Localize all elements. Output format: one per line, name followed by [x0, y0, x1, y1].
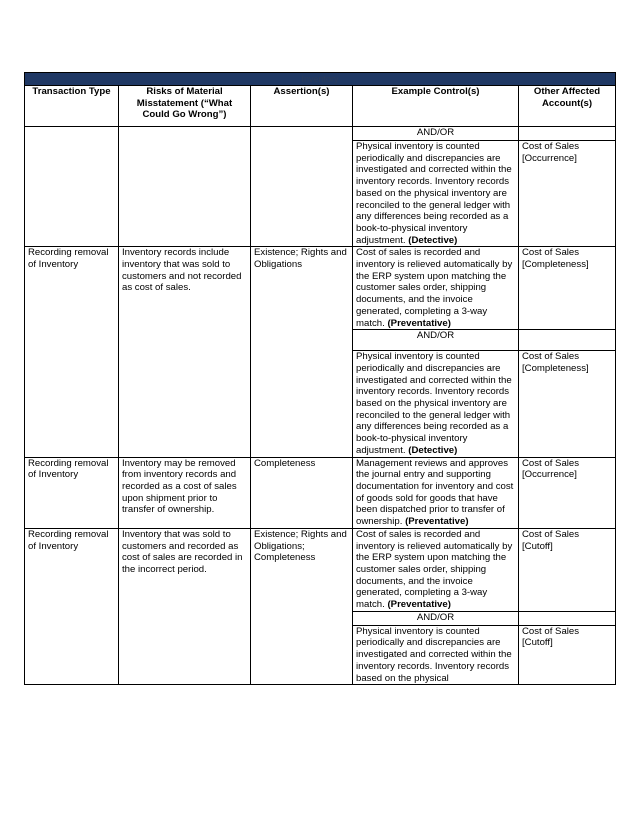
andor-label: AND/OR [353, 330, 519, 351]
andor-label: AND/OR [353, 127, 519, 141]
account-cell: Cost of Sales [Cutoff] [519, 528, 616, 611]
control-cell: Physical inventory is counted periodically and discrepancies are investigated and corrected within the inventory records. Inventory records based on the physical inventory are reconciled to the general ledger with any differences being recorded as a book-to-physical inventory adjustment. (Detective) [353, 351, 519, 457]
assertion-cell: Completeness [251, 457, 353, 528]
header-transaction-type: Transaction Type [25, 86, 119, 127]
table-row [25, 247, 616, 330]
transaction-cell: Recording removal of Inventory [25, 457, 119, 528]
transaction-cell: Recording removal of Inventory [25, 528, 119, 684]
andor-label: AND/OR [353, 611, 519, 625]
control-cell: Physical inventory is counted periodically and discrepancies are investigated and corrected within the inventory records. Inventory records based on the physical inventory are reconciled to the general ledger with any differences being recorded as a book-to-physical inventory adjustment. (Detective) [353, 141, 519, 247]
account-cell [519, 611, 616, 625]
account-cell [519, 330, 616, 351]
header-other-accounts: Other Affected Account(s) [519, 86, 616, 127]
control-cell: Cost of sales is recorded and inventory is relieved automatically by the ERP system upon matching the customer sales order, shipping documents, and the invoice generated, completing a 3-way match. (Preventative) [353, 247, 519, 330]
table-row [25, 528, 616, 611]
control-cell: Management reviews and approves the journal entry and supporting documentation for inventory and cost of goods sold for goods that have been dispatched prior to transfer of ownership. (Preventative) [353, 457, 519, 528]
account-cell: Cost of Sales [Cutoff] [519, 625, 616, 685]
assertion-cell: Existence; Rights and Obligations [251, 247, 353, 457]
account-cell: Cost of Sales [Occurrence] [519, 141, 616, 247]
control-cell: Cost of sales is recorded and inventory is relieved automatically by the ERP system upon matching the customer sales order, shipping documents, and the invoice generated, completing a 3-way match. (Preventative) [353, 528, 519, 611]
header-assertions: Assertion(s) [251, 86, 353, 127]
risk-cell: Inventory that was sold to customers and recorded as cost of sales are recorded in the incorrect period. [119, 528, 251, 684]
risk-cell [119, 127, 251, 247]
transaction-cell: Recording removal of Inventory [25, 247, 119, 457]
header-row [25, 86, 616, 127]
inventory-risk-table [24, 72, 616, 685]
assertion-cell: Existence; Rights and Obligations; Completeness [251, 528, 353, 684]
header-controls: Example Control(s) [353, 86, 519, 127]
assertion-cell [251, 127, 353, 247]
transaction-cell [25, 127, 119, 247]
account-cell: Cost of Sales [Completeness] [519, 247, 616, 330]
account-cell [519, 127, 616, 141]
header-risks: Risks of Material Misstatement (“What Could Go Wrong”) [119, 86, 251, 127]
table-row [25, 127, 616, 141]
table-row [25, 457, 616, 528]
table-title: Inventory [25, 73, 616, 86]
risk-cell: Inventory records include inventory that was sold to customers and not recorded as cost of sales. [119, 247, 251, 457]
control-cell: Physical inventory is counted periodically and discrepancies are investigated and corrected within the inventory records. Inventory records based on the physical [353, 625, 519, 685]
account-cell: Cost of Sales [Completeness] [519, 351, 616, 457]
table-title-row [25, 73, 616, 86]
account-cell: Cost of Sales [Occurrence] [519, 457, 616, 528]
risk-cell: Inventory may be removed from inventory records and recorded as a cost of sales upon shipment prior to transfer of ownership. [119, 457, 251, 528]
